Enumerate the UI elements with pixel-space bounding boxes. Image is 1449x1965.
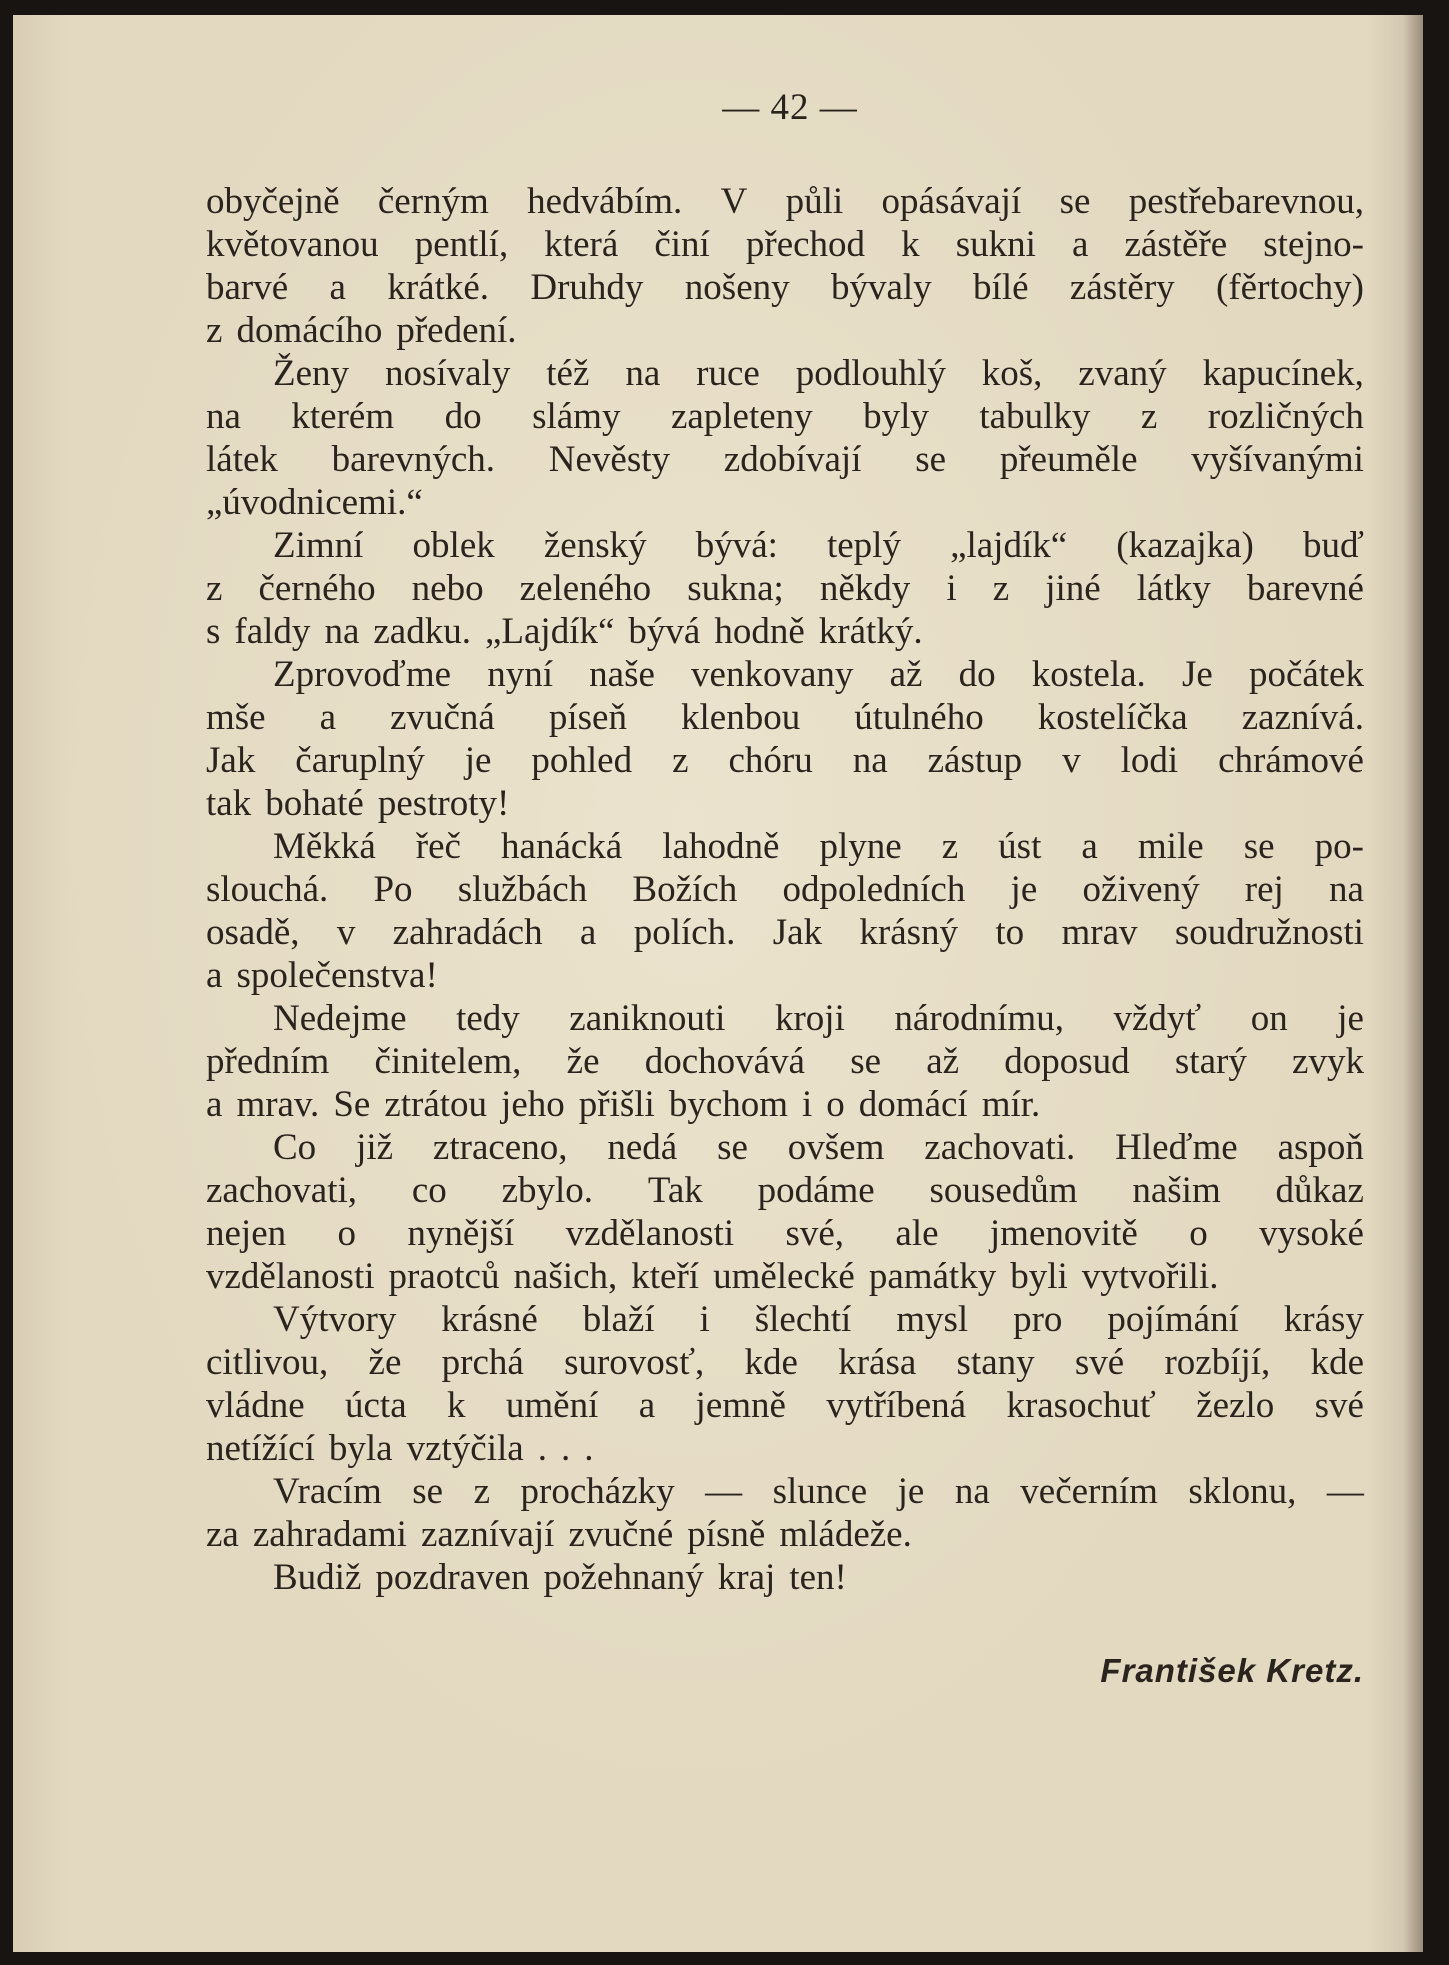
text-line: mše a zvučná píseň klenbou útulného kostelíčka zaznívá.	[206, 697, 1364, 738]
text-line: zachovati, co zbylo. Tak podáme sousedům našim důkaz	[206, 1170, 1364, 1211]
text-line: květovanou pentlí, která činí přechod k sukni a zástěře stejno-	[206, 224, 1364, 265]
text-line: tak bohaté pestroty!	[206, 783, 510, 824]
text-line: Ženy nosívaly též na ruce podlouhlý koš, zvaný kapucínek,	[273, 353, 1364, 394]
text-line: z černého nebo zeleného sukna; někdy i z jiné látky barevné	[206, 568, 1364, 609]
text-line: a společenstva!	[206, 955, 438, 996]
paragraph	[206, 1470, 1364, 1556]
text-line: obyčejně černým hedvábím. V půli opásávají se pestřebarevnou,	[206, 181, 1364, 222]
text-line: za zahradami zaznívají zvučné písně mládeže.	[206, 1514, 912, 1555]
page-number: — 42 —	[722, 87, 858, 128]
text-line: osadě, v zahradách a polích. Jak krásný to mrav soudružnosti	[206, 912, 1364, 953]
text-line: barvé a krátké. Druhdy nošeny bývaly bílé zástěry (fěrtochy)	[206, 267, 1364, 308]
paragraph	[206, 524, 1364, 653]
text-line: vzdělanosti praotců našich, kteří umělecké památky byli vytvořili.	[206, 1256, 1219, 1297]
text-line: „úvodnicemi.“	[206, 482, 423, 523]
text-line: a mrav. Se ztrátou jeho přišli bychom i o domácí mír.	[206, 1084, 1041, 1125]
author-signature: František Kretz.	[1100, 1652, 1364, 1689]
paragraph	[206, 997, 1364, 1126]
text-line: slouchá. Po službách Božích odpoledních je oživený rej na	[206, 869, 1364, 910]
paragraph	[206, 1126, 1364, 1298]
text-line: netížící byla vztýčila . . .	[206, 1428, 594, 1469]
text-line: na kterém do slámy zapleteny byly tabulky z rozličných	[206, 396, 1364, 437]
text-line: Vracím se z procházky — slunce je na večerním sklonu, —	[273, 1471, 1364, 1512]
paragraph	[206, 1298, 1364, 1470]
text-line: vládne úcta k umění a jemně vytříbená krasochuť žezlo své	[206, 1385, 1364, 1426]
text-line: nejen o nynější vzdělanosti své, ale jmenovitě o vysoké	[206, 1213, 1364, 1254]
text-line: Měkká řeč hanácká lahodně plyne z úst a mile se po-	[273, 826, 1364, 867]
text-line: s faldy na zadku. „Lajdík“ bývá hodně krátký.	[206, 611, 923, 652]
text-line: Výtvory krásné blaží i šlechtí mysl pro pojímání krásy	[273, 1299, 1364, 1340]
text-line: Nedejme tedy zaniknouti kroji národnímu, vždyť on je	[273, 998, 1364, 1039]
text-line: Zprovoďme nyní naše venkovany až do kostela. Je počátek	[273, 654, 1364, 695]
paragraph	[206, 653, 1364, 825]
paragraph	[206, 1556, 1364, 1599]
text-line: Jak čaruplný je pohled z chóru na zástup v lodi chrámové	[206, 740, 1364, 781]
text-line: citlivou, že prchá surovosť, kde krása stany své rozbíjí, kde	[206, 1342, 1364, 1383]
paragraph	[206, 825, 1364, 997]
text-line: z domácího předení.	[206, 310, 517, 351]
paragraph	[206, 180, 1364, 352]
body-text	[206, 180, 1364, 1599]
paragraph	[206, 352, 1364, 524]
text-line: Zimní oblek ženský bývá: teplý „lajdík“ (kazajka) buď	[273, 525, 1364, 566]
text-line: Budiž pozdraven požehnaný kraj ten!	[273, 1557, 847, 1598]
page-edge-shadow	[1403, 15, 1423, 1952]
text-line: Co již ztraceno, nedá se ovšem zachovati. Hleďme aspoň	[273, 1127, 1364, 1168]
text-line: látek barevných. Nevěsty zdobívají se přeuměle vyšívanými	[206, 439, 1364, 480]
text-line: předním činitelem, že dochovává se až doposud starý zvyk	[206, 1041, 1364, 1082]
